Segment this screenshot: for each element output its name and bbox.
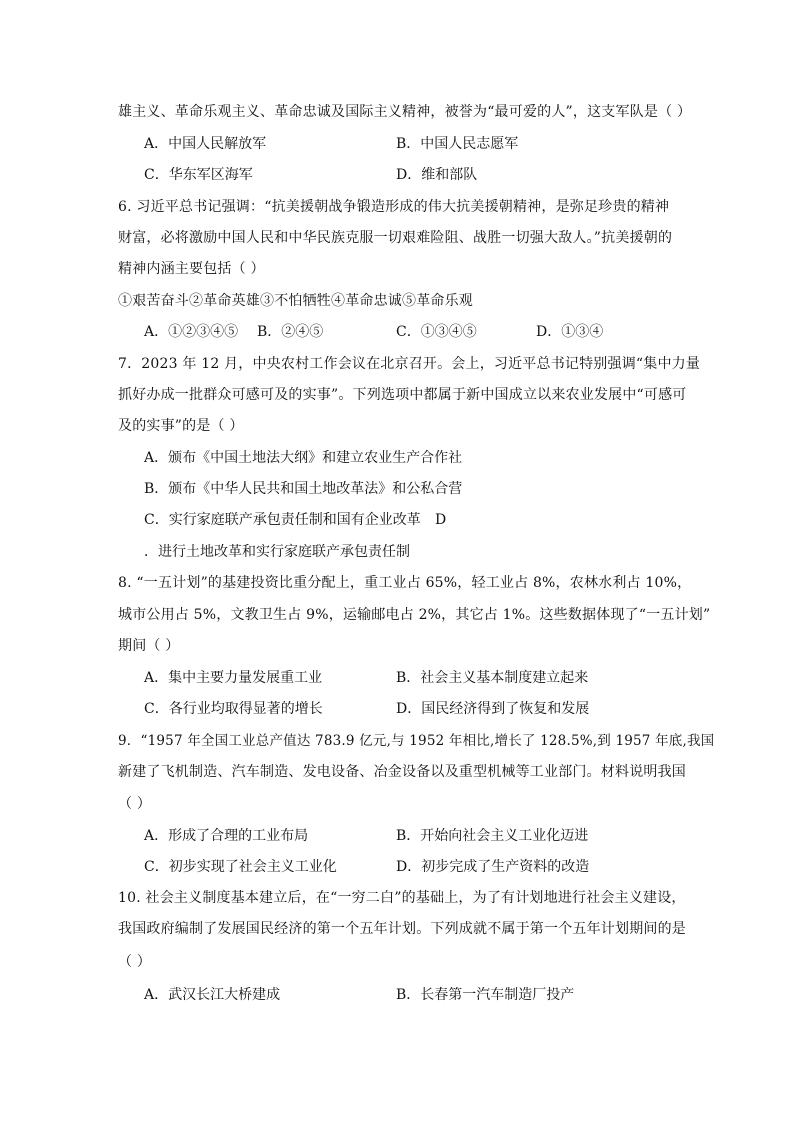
q7-option-d: ．进行土地改革和实行家庭联产承包责任制 — [144, 544, 410, 560]
q8-option-c: C．各行业均取得显著的增长 — [144, 701, 323, 717]
q6-choices-list: ①艰苦奋斗②革命英雄③不怕牺牲④革命忠诚⑤革命乐观 — [118, 293, 473, 309]
q5-stem-line1: 雄主义、革命乐观主义、革命忠诚及国际主义精神，被誉为“最可爱的人”，这支军队是（ ） — [118, 104, 692, 120]
q7-option-c: C．实行家庭联产承包责任制和国有企业改革 — [144, 512, 421, 528]
q6-option-d: D．①③④ — [536, 324, 604, 340]
q5-option-c: C．华东军区海军 — [144, 167, 253, 183]
q5-option-a: A．中国人民解放军 — [144, 136, 267, 152]
q9-option-c: C．初步实现了社会主义工业化 — [144, 859, 337, 875]
q9-option-d: D．初步完成了生产资料的改造 — [396, 859, 590, 875]
q9-stem-line1: 9．“1957 年全国工业总产值达 783.9 亿元,与 1952 年相比,增长了 128.5%,到 1957 年底,我国 — [118, 733, 715, 749]
q6-stem-line2: 财富，必将激励中国人民和中华民族克服一切艰难险阻、战胜一切强大敌人。”抗美援朝的 — [118, 230, 673, 246]
q9-stem-line2: 新建了飞机制造、汽车制造、发电设备、冶金设备以及重型机械等工业部门。材料说明我国 — [118, 764, 686, 780]
q7-option-b: B．颁布《中华人民共和国土地改革法》和公私合营 — [144, 481, 463, 497]
q6-stem-line1: 6. 习近平总书记强调：“抗美援朝战争锻造形成的伟大抗美援朝精神，是弥足珍贵的精神 — [118, 199, 670, 215]
q7-option-a: A．颁布《中国土地法大纲》和建立农业生产合作社 — [144, 450, 463, 466]
q10-stem-line2: 我国政府编制了发展国民经济的第一个五年计划。下列成就不属于第一个五年计划期间的是 — [118, 921, 686, 937]
q6-option-c: C．①③④⑤ — [396, 324, 477, 340]
q10-option-a: A．武汉长江大桥建成 — [144, 987, 281, 1003]
q5-option-d: D．维和部队 — [396, 167, 478, 183]
q10-option-b: B．长春第一汽车制造厂投产 — [396, 987, 575, 1003]
q7-stem-line2: 抓好办成一批群众可感可及的实事”。下列选项中都属于新中国成立以来农业发展中“可感可 — [118, 387, 687, 403]
q5-option-b: B．中国人民志愿军 — [396, 136, 519, 152]
q8-option-a: A．集中主要力量发展重工业 — [144, 670, 323, 686]
q6-option-a: A．①②③④⑤ — [144, 324, 239, 340]
q9-option-a: A．形成了合理的工业布局 — [144, 828, 309, 844]
q8-option-b: B．社会主义基本制度建立起来 — [396, 670, 589, 686]
q8-stem-line3: 期间（ ） — [118, 638, 180, 654]
q10-stem-line3: （ ） — [118, 954, 152, 970]
q6-stem-line3: 精神内涵主要包括（ ） — [118, 261, 265, 277]
q7-stem-line1: 7．2023 年 12 月，中央农村工作会议在北京召开。会上，习近平总书记特别强调“集中力量 — [118, 356, 701, 372]
q8-stem-line2: 城市公用占 5%，文教卫生占 9%，运输邮电占 2%，其它占 1%。这些数据体现了“一五计划” — [118, 607, 711, 623]
q10-stem-line1: 10. 社会主义制度基本建立后，在“一穷二白”的基础上，为了有计划地进行社会主义建设， — [118, 890, 686, 906]
q7-option-d-letter: D — [435, 512, 447, 528]
q9-option-b: B．开始向社会主义工业化迈进 — [396, 828, 589, 844]
q8-option-d: D．国民经济得到了恢复和发展 — [396, 701, 590, 717]
q7-stem-line3: 及的实事”的是（ ） — [118, 418, 244, 434]
q9-stem-line3: （ ） — [118, 796, 152, 812]
q8-stem-line1: 8. “一五计划”的基建投资比重分配上，重工业占 65%，轻工业占 8%，农林水利占 10%， — [118, 575, 692, 591]
q6-option-b: B．②④⑤ — [257, 324, 324, 340]
